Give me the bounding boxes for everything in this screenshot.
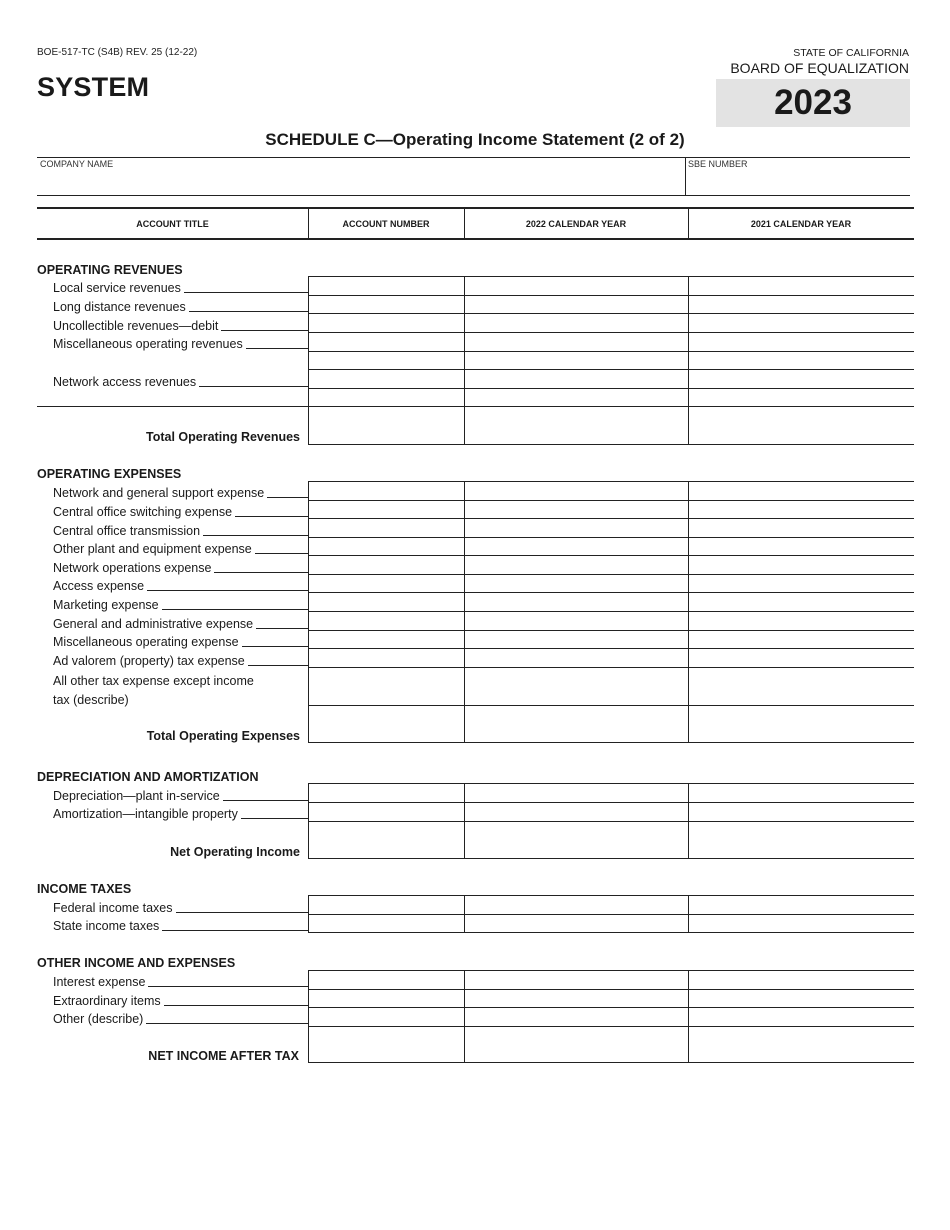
grid-line	[308, 630, 914, 631]
grid-line	[308, 783, 914, 784]
grid-line	[308, 500, 914, 501]
row-label-text: Interest expense	[53, 975, 146, 989]
grid-line	[464, 970, 465, 1062]
row-label-text: Access expense	[53, 579, 145, 593]
section-operating-revenues: OPERATING REVENUES	[37, 263, 183, 277]
row-label-text: Miscellaneous operating expense	[53, 635, 239, 649]
row-label-text: General and administrative expense	[53, 617, 254, 631]
column-header-2021: 2021 CALENDAR YEAR	[750, 219, 852, 229]
row-network-ops	[53, 561, 308, 575]
row-label-text: Extraordinary items	[53, 994, 161, 1008]
grid-line	[308, 276, 914, 277]
row-co-switching	[53, 505, 308, 519]
grid-line	[308, 555, 914, 556]
column-header-account-title: ACCOUNT TITLE	[136, 219, 209, 229]
grid-line	[308, 1026, 914, 1027]
grid-line	[308, 932, 914, 933]
grid-line	[688, 481, 689, 742]
column-header-account-number: ACCOUNT NUMBER	[342, 219, 430, 229]
state-label: STATE OF CALIFORNIA	[793, 47, 909, 59]
sbe-number-label: SBE NUMBER	[688, 159, 748, 169]
row-label-text: Other (describe)	[53, 1012, 144, 1026]
grid-line	[308, 914, 914, 915]
net-income-after-tax: NET INCOME AFTER TAX	[148, 1049, 299, 1063]
row-interest-expense	[53, 975, 308, 989]
sbe-number-field[interactable]	[688, 172, 906, 192]
row-uncollectible	[53, 319, 308, 333]
grid-line	[308, 858, 914, 859]
row-amortization-intangible	[53, 807, 308, 821]
row-label-text: Marketing expense	[53, 598, 159, 612]
grid-line	[37, 406, 914, 407]
row-label-text: Amortization—intangible property	[53, 807, 238, 821]
grid-line	[464, 481, 465, 742]
row-extraordinary-items	[53, 994, 308, 1008]
system-title: SYSTEM	[37, 72, 150, 102]
grid-line	[308, 989, 914, 990]
row-label-text: Local service revenues	[53, 281, 181, 295]
section-operating-expenses: OPERATING EXPENSES	[37, 467, 182, 481]
row-depreciation-plant	[53, 789, 308, 803]
row-label-text: tax (describe)	[53, 693, 129, 707]
grid-line	[308, 481, 309, 742]
row-all-other-tax	[53, 672, 303, 710]
net-operating-income: Net Operating Income	[170, 845, 300, 859]
grid-line	[308, 388, 914, 389]
row-label-text: Network operations expense	[53, 561, 212, 575]
grid-line	[688, 970, 689, 1062]
row-label-text: Network and general support expense	[53, 486, 265, 500]
row-federal-income-taxes	[53, 901, 308, 915]
row-label-text: All other tax expense except income	[53, 674, 254, 688]
row-label-text: Federal income taxes	[53, 901, 173, 915]
form-id: BOE-517-TC (S4B) REV. 25 (12-22)	[37, 47, 198, 58]
grid-line	[308, 783, 309, 858]
grid-line	[308, 351, 914, 352]
row-ad-valorem	[53, 654, 308, 668]
row-misc-operating-revenues	[53, 337, 308, 351]
row-network-support	[53, 486, 308, 500]
row-marketing	[53, 598, 308, 612]
grid-line	[308, 802, 914, 803]
grid-line	[308, 611, 914, 612]
row-label-text: Other plant and equipment expense	[53, 542, 252, 556]
row-label-text: Long distance revenues	[53, 300, 186, 314]
grid-line	[688, 276, 689, 444]
total-operating-revenues: Total Operating Revenues	[146, 430, 300, 444]
row-label-text: Depreciation—plant in-service	[53, 789, 220, 803]
row-label-text: Miscellaneous operating revenues	[53, 337, 243, 351]
grid-line	[308, 592, 914, 593]
row-misc-operating-expense	[53, 635, 308, 649]
row-label-text: Network access revenues	[53, 375, 197, 389]
grid-line	[464, 783, 465, 858]
grid-line	[308, 895, 309, 932]
divider	[37, 195, 910, 196]
row-local-service	[53, 281, 308, 295]
board-label: BOARD OF EQUALIZATION	[730, 60, 909, 76]
table-top-rule	[37, 207, 914, 209]
grid-line	[308, 537, 914, 538]
row-long-distance	[53, 300, 308, 314]
grid-line	[308, 518, 914, 519]
row-label-text: Central office transmission	[53, 524, 201, 538]
row-label-text: Central office switching expense	[53, 505, 233, 519]
form-year: 2023	[716, 79, 910, 127]
section-income-taxes: INCOME TAXES	[37, 882, 132, 896]
row-other-plant	[53, 542, 308, 556]
grid-line	[308, 313, 914, 314]
row-label-text: State income taxes	[53, 919, 160, 933]
row-network-access	[53, 375, 308, 389]
grid-line	[308, 821, 914, 822]
column-header-2022: 2022 CALENDAR YEAR	[525, 219, 627, 229]
row-other-describe	[53, 1012, 308, 1026]
grid-line	[308, 895, 914, 896]
grid-line	[688, 783, 689, 858]
grid-line	[308, 295, 914, 296]
grid-line	[308, 970, 914, 971]
section-other-income: OTHER INCOME AND EXPENSES	[37, 956, 236, 970]
company-name-field[interactable]	[40, 172, 680, 192]
grid-line	[308, 1007, 914, 1008]
total-operating-expenses: Total Operating Expenses	[146, 729, 300, 743]
grid-line	[308, 667, 914, 668]
grid-line	[308, 369, 914, 370]
grid-line	[308, 742, 914, 743]
grid-line	[308, 705, 914, 706]
grid-line	[308, 970, 309, 1062]
row-label-text: Ad valorem (property) tax expense	[53, 654, 245, 668]
row-label-text: Uncollectible revenues—debit	[53, 319, 219, 333]
grid-line	[464, 276, 465, 444]
grid-line	[308, 648, 914, 649]
table-header-rule	[37, 238, 914, 240]
grid-line	[308, 332, 914, 333]
row-general-admin	[53, 617, 308, 631]
grid-line	[308, 444, 914, 445]
divider	[685, 157, 686, 195]
divider	[37, 157, 910, 158]
grid-line	[308, 276, 309, 444]
row-co-transmission	[53, 524, 308, 538]
grid-line	[308, 574, 914, 575]
row-state-income-taxes	[53, 919, 308, 933]
grid-line	[308, 1062, 914, 1063]
company-name-label: COMPANY NAME	[40, 159, 114, 169]
section-depreciation: DEPRECIATION AND AMORTIZATION	[37, 770, 259, 784]
grid-line	[688, 895, 689, 932]
schedule-title: SCHEDULE C—Operating Income Statement (2 of 2)	[265, 130, 685, 149]
grid-line	[464, 895, 465, 932]
row-access-expense	[53, 579, 308, 593]
grid-line	[308, 481, 914, 482]
